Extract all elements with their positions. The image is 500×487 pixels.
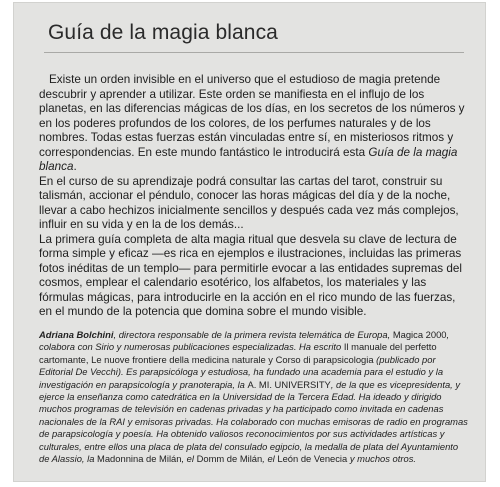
- author-name: Adriana Bolchini: [39, 329, 114, 340]
- book-title: Guía de la magia blanca: [48, 21, 278, 44]
- title-divider: [44, 52, 464, 53]
- blurb-paragraph-1: Existe un orden invisible en el universo que el estudioso de magia pretende descubrir y aprender a utilizar. Este orden se manifiesta en el influjo de los planetas, en las diferencias mágicas de los días, en los secretos de los números y en los poderes profundos de los colores, de los perfumes naturales y de los nombres. Todas estas fuerzas están vinculadas entre sí, en misteriosos ritmos y correspondencias. En este mundo fantástico le introducirá esta Guía de la magia blanca.: [39, 73, 465, 173]
- blurb-text: [39, 73, 465, 320]
- award-leon: León de Venecia: [277, 453, 348, 465]
- blurb-paragraph-3: La primera guía completa de alta magia ritual que desvela su clave de lectura de forma simple y eficaz —es rica en ejemplos e ilustraciones, incluidas las primeras fotos inéditas de un templo— para permitirle evocar a las entidades supremas del cosmos, emplear el calendario esotérico, los alfabetos, los materiales y las fórmulas mágicas, para introducirle en la acción en el rico mundo de las fuerzas, en el mundo de la potencia que domina sobre el mundo visible.: [39, 232, 462, 318]
- author-bio: Adriana Bolchini, directora responsable de la primera revista telemática de Europa, Magica 2000, colabora con Sirio y numerosas publicaciones especializadas. Ha escrito Il manuale del perfetto cartomante, Le nuove frontiere della medicina naturale y Corso di parapsicologia (publicado por Editorial De Vecchi). Es parapsicóloga y estudiosa, ha fundado una academia para el estudio y la investigación en parapsicología y pranoterapia, la A. MI. UNIVERSITY, de la que es vicepresidenta, y ejerce la enseñanza como catedrática en la Universidad de la Tercera Edad. Ha ideado y dirigido muchos programas de televisión en cadenas privadas y ha participado como invitada en cadenas nacionales de la RAI y emisoras privadas. Ha colaborado con muchas emisoras de radio en programas de parapsicología y poesía. Ha obtenido valiosos reconocimientos por sus actividades artísticas y culturales, entre ellos una placa de plata del consulado egipcio, la medalla de plata del Ayuntamiento de Alassio, la Madonnina de Milán, el Domm de Milán, el León de Venecia y muchos otros.: [39, 329, 468, 465]
- book-titles: Il manuale del perfetto cartomante, Le nuove frontiere della medicina naturale y Corso di parapsicologia: [39, 341, 437, 365]
- book-back-cover: [14, 3, 485, 481]
- award-madonnina: Madonnina de Milán: [97, 453, 182, 465]
- award-domm: Domm de Milán: [196, 453, 263, 465]
- blurb-paragraph-2: En el curso de su aprendizaje podrá consultar las cartas del tarot, construir su talismán, accionar el péndulo, conocer las horas mágicas del día y de la noche, llevar a cabo hechizos inicialmente sencillos y después cada vez más complejos, influir en su vida y en la de los demás...: [39, 174, 459, 231]
- academy-name: A. MI. UNIVERSITY: [247, 378, 331, 390]
- magazine-name: Magica 2000: [392, 329, 447, 340]
- book-reference: Guía de la magia blanca: [39, 145, 458, 173]
